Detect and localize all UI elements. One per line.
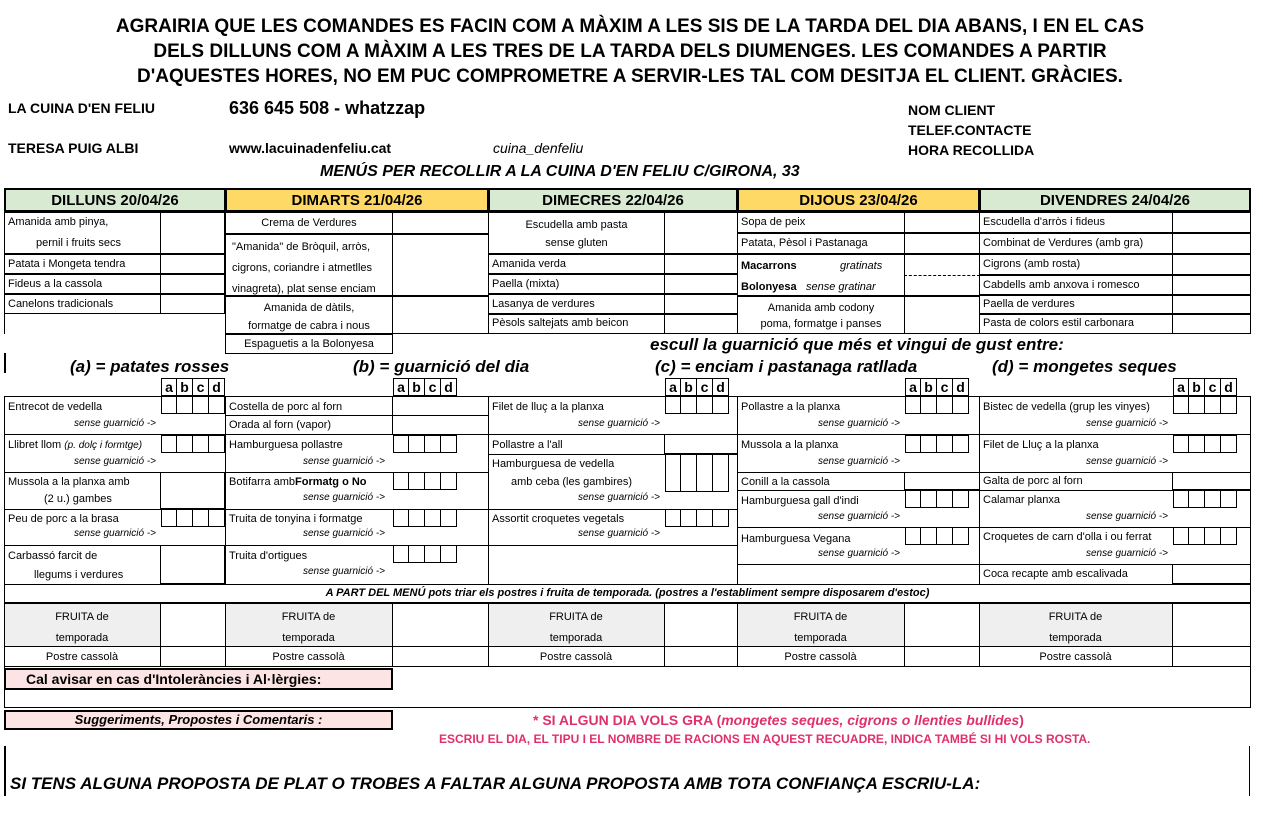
pie-tue[interactable]: Postre cassolà [272, 651, 345, 663]
qty-box[interactable] [392, 396, 489, 416]
garnish-boxes[interactable] [393, 509, 457, 527]
second-wed-1[interactable]: Filet de lluç a la planxa [492, 401, 604, 413]
gra-instructions: ESCRIU EL DIA, EL TIPU I EL NOMBRE DE RACIONS EN AQUEST RECUADRE, INDICA TAMBÉ SI HI VOLS ROSTA. [439, 732, 1091, 746]
day-wednesday: DIMECRES 22/04/26 [488, 188, 738, 212]
phone-number: 636 645 508 - whatzzap [229, 98, 426, 118]
intolerances-label: Cal avisar en cas d'Intoleràncies i Al·lèrgies: [4, 668, 393, 690]
qty-box[interactable] [1172, 275, 1251, 295]
garnish-a: (a) = patates rosses [70, 357, 230, 376]
fruit-wed[interactable]: FRUITA de temporada [549, 611, 603, 644]
day-monday: DILLUNS 20/04/26 [4, 188, 226, 212]
garnish-c: (c) = enciam i pastanaga ratllada [655, 357, 918, 376]
second-fri-2[interactable]: Filet de Lluç a la planxa [983, 439, 1099, 451]
garnish-boxes[interactable] [393, 545, 457, 563]
qty-box[interactable] [392, 296, 489, 334]
pie-wed[interactable]: Postre cassolà [539, 651, 613, 663]
garnish-boxes[interactable] [905, 435, 969, 453]
garnish-boxes[interactable] [665, 454, 729, 492]
second-mon-5[interactable]: Carbassó farcit de [8, 550, 98, 562]
qty-box[interactable] [1172, 472, 1251, 490]
garnish-boxes[interactable] [1173, 490, 1237, 508]
desserts-note: A PART DEL MENÚ pots triar els postres i fruita de temporada. (postres a l'establiment sempre disposarem d'estoc) [4, 584, 1251, 603]
fruit-thu[interactable]: FRUITA de temporada [793, 611, 848, 644]
garnish-boxes[interactable] [161, 509, 225, 527]
second-thu-4[interactable]: Hamburguesa gall d'indi [741, 495, 859, 507]
fruit-mon[interactable]: FRUITA de temporada [55, 611, 109, 644]
qty-box[interactable] [160, 294, 225, 314]
suggestions-label: Suggeriments, Propostes i Comentaris : [4, 710, 393, 730]
qty-box[interactable] [664, 314, 738, 334]
qty-box[interactable] [904, 233, 980, 254]
second-fri-6[interactable]: Coca recapte amb escalivada [983, 568, 1128, 580]
client-name-label: NOM CLIENT [908, 102, 996, 118]
second-tue-1[interactable]: Costella de porc al forn [229, 401, 343, 413]
qty-box[interactable] [160, 212, 225, 254]
abcd-header-wed: a b c d [665, 378, 729, 396]
qty-box[interactable] [904, 472, 980, 490]
garnish-boxes[interactable] [905, 396, 969, 414]
second-tue-6[interactable]: Truita d'ortigues [229, 550, 308, 562]
pie-mon[interactable]: Postre cassolà [45, 651, 119, 663]
qty-box[interactable] [1172, 295, 1251, 314]
qty-box[interactable] [664, 212, 738, 254]
second-tue-3[interactable]: Hamburguesa pollastre [229, 439, 343, 451]
garnish-boxes[interactable] [393, 472, 457, 490]
second-fri-1[interactable]: Bistec de vedella (grup les vinyes) [983, 401, 1150, 413]
garnish-boxes[interactable] [1173, 435, 1237, 453]
qty-box[interactable] [392, 234, 489, 296]
second-fri-5[interactable]: Croquetes de carn d'olla i ou ferrat [983, 531, 1152, 543]
garnish-boxes[interactable] [393, 435, 457, 453]
garnish-boxes[interactable] [665, 509, 729, 527]
margin-mark [4, 746, 6, 796]
garnish-d: (d) = mongetes seques [992, 357, 1177, 376]
margin-mark [4, 353, 6, 373]
garnish-boxes[interactable] [1173, 396, 1237, 414]
qty-box[interactable] [1172, 233, 1251, 254]
garnish-boxes[interactable] [905, 490, 969, 508]
qty-box[interactable] [392, 415, 489, 435]
day-tuesday: DIMARTS 21/04/26 [225, 188, 489, 212]
qty-box[interactable] [1172, 254, 1251, 275]
qty-box[interactable] [160, 472, 225, 509]
gra-note: * SI ALGUN DIA VOLS GRA (mongetes seques, cigrons o llenties bullides) [533, 712, 1024, 728]
garnish-title: escull la guarnició que més et vingui de gust entre: [650, 335, 1064, 354]
second-tue-2[interactable]: Orada al forn (vapor) [229, 419, 332, 431]
qty-box[interactable] [1172, 314, 1251, 334]
proposal-prompt: SI TENS ALGUNA PROPOSTA DE PLAT O TROBES A FALTAR ALGUNA PROPOSTA AMB TOTA CONFIANÇA ESCRIU-LA: [10, 774, 981, 793]
qty-box[interactable] [392, 212, 489, 234]
order-notice: AGRAIRIA QUE LES COMANDES ES FACIN COM A MÀXIM A LES SIS DE LA TARDA DEL DIA ABANS, I EN EL CAS DELS DILLUNS COM A MÀXIM A LES TRES DE LA TARDA DELS DIUMENGES. LES COMANDES A PARTIR D'AQUESTES HORES, NO EM PUC COMPROMETRE A SERVIR-LES TAL COM DESITJA EL CLIENT. GRÀCIES. [115, 16, 1145, 87]
second-thu-1[interactable]: Pollastre a la planxa [741, 401, 841, 413]
garnish-boxes[interactable] [1173, 527, 1237, 545]
second-wed-2[interactable]: Pollastre a l'all [492, 439, 563, 451]
garnish-boxes[interactable] [161, 396, 225, 414]
second-mon-4[interactable]: Peu de porc a la brasa [8, 513, 119, 525]
second-wed-4[interactable]: Assortit croquetes vegetals [492, 513, 625, 525]
garnish-boxes[interactable] [905, 527, 969, 545]
qty-box[interactable] [160, 274, 225, 294]
abcd-header-thu: a b c d [905, 378, 969, 396]
qty-box[interactable] [160, 254, 225, 274]
second-thu-3[interactable]: Conill a la cassola [741, 476, 830, 488]
second-thu-2[interactable]: Mussola a la planxa [741, 439, 839, 451]
client-phone-label: TELEF.CONTACTE [908, 122, 1032, 138]
fruit-fri[interactable]: FRUITA de temporada [1048, 611, 1103, 644]
abcd-header-tue: a b c d [393, 378, 457, 396]
owner-name: TERESA PUIG ALBI [8, 140, 139, 156]
garnish-boxes[interactable] [161, 435, 225, 453]
qty-box[interactable] [1172, 564, 1251, 584]
second-fri-4[interactable]: Calamar planxa [983, 494, 1061, 506]
qty-box[interactable] [664, 254, 738, 274]
qty-box[interactable] [904, 212, 980, 233]
qty-box[interactable] [1172, 212, 1251, 233]
second-mon-3[interactable]: Mussola a la planxa amb [8, 476, 130, 488]
qty-box[interactable] [664, 274, 738, 294]
garnish-boxes[interactable] [665, 396, 729, 414]
second-fri-3[interactable]: Galta de porc al forn [983, 475, 1083, 487]
second-thu-5[interactable]: Hamburguesa Vegana [741, 533, 851, 545]
pickup-time-label: HORA RECOLLIDA [908, 142, 1035, 158]
pie-fri[interactable]: Postre cassolà [1039, 651, 1112, 663]
second-tue-5[interactable]: Truita de tonyina i formatge [229, 513, 363, 525]
second-mon-2[interactable]: Llibret llom (p. dolç i formtge) [8, 439, 143, 451]
qty-box[interactable] [664, 294, 738, 314]
day-friday: DIVENDRES 24/04/26 [979, 188, 1251, 212]
business-name: LA CUINA D'EN FELIU [8, 100, 155, 116]
second-tue-4[interactable]: Botifarra ambFormatg o No [229, 476, 367, 488]
social-handle: cuina_denfeliu [493, 140, 584, 156]
day-thursday: DIJOUS 23/04/26 [737, 188, 980, 212]
qty-box[interactable] [904, 296, 980, 334]
fruit-tue[interactable]: FRUITA de temporada [281, 611, 336, 644]
menu-title: MENÚS PER RECOLLIR A LA CUINA D'EN FELIU C/GIRONA, 33 [320, 163, 800, 180]
pie-thu[interactable]: Postre cassolà [784, 651, 857, 663]
garnish-b: (b) = guarnició del dia [353, 357, 530, 376]
qty-box[interactable] [664, 434, 738, 454]
second-wed-3[interactable]: Hamburguesa de vedella [492, 458, 615, 470]
qty-box[interactable] [160, 545, 225, 584]
abcd-header-mon: a b c d [161, 378, 225, 396]
abcd-header-fri: a b c d [1173, 378, 1237, 396]
second-mon-1[interactable]: Entrecot de vedella [8, 401, 103, 413]
divider [904, 275, 980, 276]
website: www.lacuinadenfeliu.cat [229, 140, 392, 156]
client-fields [908, 100, 1034, 160]
